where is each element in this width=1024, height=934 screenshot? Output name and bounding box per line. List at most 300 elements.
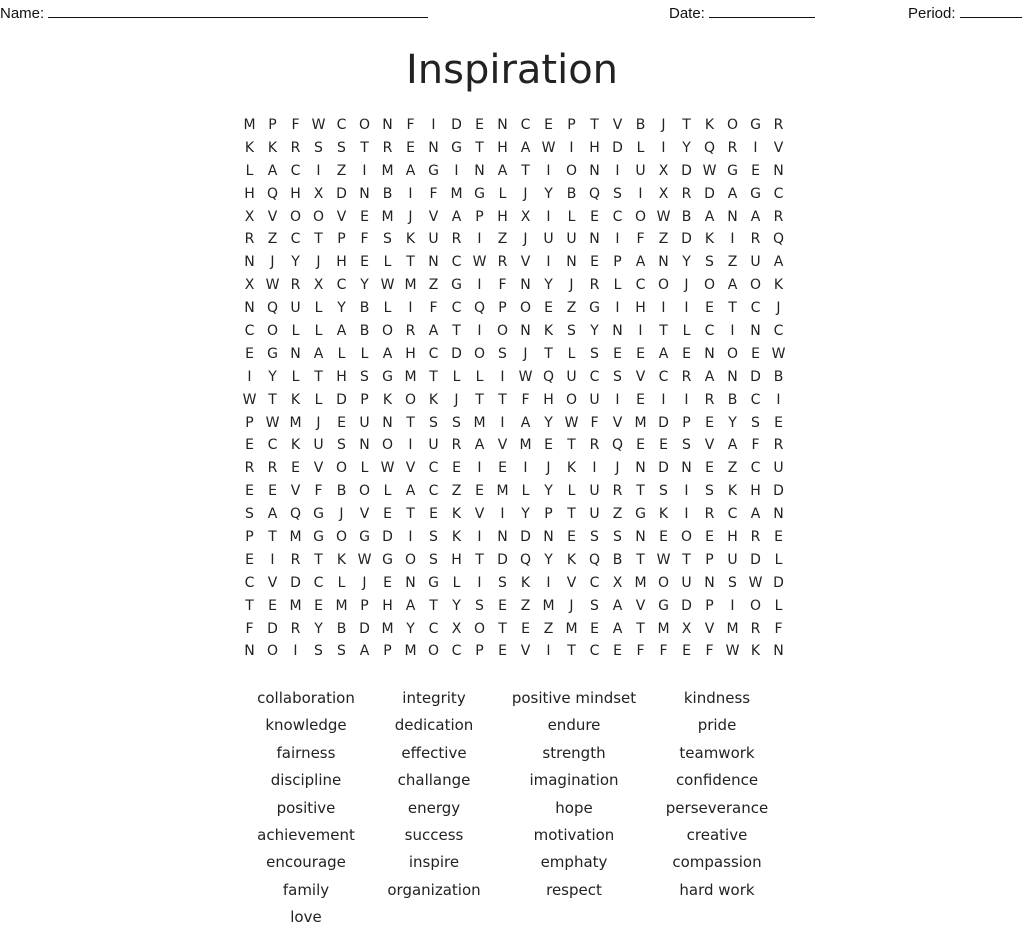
grid-letter[interactable]: I: [661, 139, 666, 156]
grid-letter[interactable]: W: [380, 277, 395, 294]
grid-letter[interactable]: R: [681, 368, 692, 385]
grid-letter[interactable]: O: [335, 460, 348, 477]
grid-letter[interactable]: N: [382, 414, 393, 431]
grid-letter[interactable]: N: [290, 345, 301, 362]
grid-letter[interactable]: Z: [566, 300, 577, 317]
grid-letter[interactable]: N: [681, 460, 692, 477]
grid-letter[interactable]: X: [612, 574, 623, 591]
grid-letter[interactable]: J: [270, 254, 275, 271]
grid-letter[interactable]: F: [521, 391, 530, 408]
grid-letter[interactable]: I: [500, 368, 505, 385]
grid-letter[interactable]: K: [704, 117, 715, 133]
grid-letter[interactable]: B: [727, 391, 738, 408]
grid-letter[interactable]: O: [312, 208, 325, 225]
grid-letter[interactable]: C: [727, 506, 738, 523]
grid-letter[interactable]: N: [612, 323, 623, 340]
grid-letter[interactable]: I: [638, 323, 643, 340]
grid-letter[interactable]: Y: [337, 300, 346, 317]
grid-letter[interactable]: V: [566, 574, 577, 591]
grid-letter[interactable]: D: [681, 597, 692, 614]
grid-letter[interactable]: E: [590, 208, 599, 225]
grid-letter[interactable]: R: [290, 277, 301, 294]
grid-letter[interactable]: L: [521, 483, 530, 500]
grid-letter[interactable]: P: [245, 414, 254, 431]
grid-letter[interactable]: E: [659, 437, 668, 454]
grid-letter[interactable]: I: [753, 139, 758, 156]
grid-letter[interactable]: S: [429, 414, 438, 431]
grid-letter[interactable]: S: [567, 323, 576, 340]
grid-letter[interactable]: E: [751, 162, 760, 179]
grid-letter[interactable]: R: [244, 231, 255, 248]
grid-letter[interactable]: G: [313, 529, 324, 546]
grid-letter[interactable]: N: [543, 529, 554, 546]
grid-letter[interactable]: N: [566, 254, 577, 271]
grid-letter[interactable]: I: [546, 643, 551, 660]
grid-letter[interactable]: L: [337, 574, 346, 591]
grid-letter[interactable]: V: [405, 460, 416, 477]
grid-letter[interactable]: D: [451, 345, 462, 362]
grid-letter[interactable]: A: [336, 323, 347, 340]
grid-letter[interactable]: K: [727, 483, 738, 500]
grid-letter[interactable]: C: [773, 185, 784, 202]
grid-letter[interactable]: J: [454, 391, 459, 408]
grid-letter[interactable]: F: [636, 643, 645, 660]
grid-letter[interactable]: W: [472, 254, 487, 271]
grid-letter[interactable]: N: [520, 323, 531, 340]
grid-letter[interactable]: W: [564, 414, 579, 431]
grid-letter[interactable]: P: [337, 231, 346, 248]
grid-letter[interactable]: V: [635, 368, 646, 385]
grid-letter[interactable]: P: [498, 300, 507, 317]
grid-letter[interactable]: S: [613, 185, 622, 202]
grid-letter[interactable]: T: [636, 620, 645, 637]
grid-letter[interactable]: W: [265, 277, 280, 294]
grid-letter[interactable]: K: [382, 391, 393, 408]
grid-letter[interactable]: A: [704, 368, 715, 385]
grid-letter[interactable]: S: [751, 414, 760, 431]
grid-letter[interactable]: T: [498, 620, 507, 637]
grid-letter[interactable]: T: [452, 323, 461, 340]
grid-letter[interactable]: K: [543, 323, 554, 340]
grid-letter[interactable]: K: [451, 529, 462, 546]
grid-letter[interactable]: O: [703, 277, 716, 294]
grid-letter[interactable]: A: [635, 254, 646, 271]
grid-letter[interactable]: X: [244, 277, 255, 294]
grid-letter[interactable]: I: [546, 254, 551, 271]
grid-letter[interactable]: N: [727, 368, 738, 385]
grid-letter[interactable]: E: [682, 643, 691, 660]
grid-letter[interactable]: F: [406, 117, 415, 133]
grid-letter[interactable]: C: [244, 323, 255, 340]
grid-letter[interactable]: K: [244, 139, 255, 156]
grid-letter[interactable]: T: [314, 551, 323, 568]
grid-letter[interactable]: C: [290, 162, 301, 179]
grid-letter[interactable]: K: [773, 277, 784, 294]
grid-letter[interactable]: V: [336, 208, 347, 225]
grid-letter[interactable]: Q: [266, 185, 279, 202]
grid-letter[interactable]: B: [359, 323, 370, 340]
grid-letter[interactable]: T: [475, 391, 484, 408]
grid-letter[interactable]: G: [589, 300, 600, 317]
grid-letter[interactable]: C: [428, 620, 439, 637]
grid-letter[interactable]: K: [405, 231, 416, 248]
grid-letter[interactable]: N: [635, 460, 646, 477]
grid-letter[interactable]: T: [636, 483, 645, 500]
grid-letter[interactable]: A: [405, 162, 416, 179]
grid-letter[interactable]: N: [244, 254, 255, 271]
grid-letter[interactable]: W: [748, 574, 763, 591]
grid-letter[interactable]: A: [727, 185, 738, 202]
grid-letter[interactable]: I: [730, 231, 735, 248]
grid-letter[interactable]: A: [750, 208, 761, 225]
grid-letter[interactable]: W: [518, 368, 533, 385]
grid-letter[interactable]: A: [773, 254, 784, 271]
grid-letter[interactable]: U: [566, 368, 577, 385]
grid-letter[interactable]: Z: [727, 460, 738, 477]
grid-letter[interactable]: E: [705, 529, 714, 546]
grid-letter[interactable]: B: [566, 185, 577, 202]
grid-letter[interactable]: W: [656, 551, 671, 568]
grid-letter[interactable]: S: [705, 483, 714, 500]
grid-letter[interactable]: S: [705, 254, 714, 271]
grid-letter[interactable]: R: [290, 551, 301, 568]
grid-letter[interactable]: L: [636, 139, 645, 156]
grid-letter[interactable]: H: [543, 391, 554, 408]
grid-letter[interactable]: P: [705, 551, 714, 568]
name-blank-line[interactable]: [48, 3, 428, 18]
grid-letter[interactable]: M: [404, 643, 417, 660]
grid-letter[interactable]: E: [429, 506, 438, 523]
grid-letter[interactable]: O: [404, 551, 417, 568]
grid-letter[interactable]: W: [357, 551, 372, 568]
grid-letter[interactable]: F: [705, 643, 714, 660]
grid-letter[interactable]: B: [681, 208, 692, 225]
grid-letter[interactable]: Q: [588, 185, 601, 202]
grid-letter[interactable]: D: [773, 483, 784, 500]
grid-letter[interactable]: H: [336, 368, 347, 385]
grid-letter[interactable]: R: [750, 529, 761, 546]
grid-letter[interactable]: A: [727, 277, 738, 294]
grid-letter[interactable]: D: [520, 529, 531, 546]
grid-letter[interactable]: M: [634, 574, 647, 591]
grid-letter[interactable]: M: [289, 597, 302, 614]
grid-letter[interactable]: V: [704, 620, 715, 637]
grid-letter[interactable]: A: [612, 597, 623, 614]
grid-letter[interactable]: E: [245, 551, 254, 568]
grid-letter[interactable]: N: [589, 162, 600, 179]
grid-letter[interactable]: F: [636, 231, 645, 248]
grid-letter[interactable]: C: [635, 277, 646, 294]
grid-letter[interactable]: N: [474, 162, 485, 179]
grid-letter[interactable]: S: [682, 437, 691, 454]
grid-letter[interactable]: I: [684, 506, 689, 523]
grid-letter[interactable]: S: [498, 574, 507, 591]
grid-letter[interactable]: E: [383, 574, 392, 591]
grid-letter[interactable]: M: [404, 368, 417, 385]
grid-letter[interactable]: N: [359, 437, 370, 454]
grid-letter[interactable]: F: [590, 414, 599, 431]
grid-letter[interactable]: V: [359, 506, 370, 523]
grid-letter[interactable]: U: [290, 300, 301, 317]
grid-letter[interactable]: C: [750, 300, 761, 317]
grid-letter[interactable]: Q: [772, 231, 785, 248]
grid-letter[interactable]: P: [567, 117, 576, 133]
grid-letter[interactable]: N: [750, 323, 761, 340]
grid-letter[interactable]: E: [705, 414, 714, 431]
grid-letter[interactable]: A: [727, 437, 738, 454]
grid-letter[interactable]: W: [771, 345, 786, 362]
grid-letter[interactable]: R: [704, 391, 715, 408]
grid-letter[interactable]: E: [268, 483, 277, 500]
grid-letter[interactable]: T: [682, 117, 691, 133]
grid-letter[interactable]: P: [475, 643, 484, 660]
grid-letter[interactable]: D: [750, 368, 761, 385]
grid-letter[interactable]: R: [267, 460, 278, 477]
grid-letter[interactable]: S: [613, 368, 622, 385]
grid-letter[interactable]: R: [773, 437, 784, 454]
grid-letter[interactable]: F: [429, 185, 438, 202]
grid-letter[interactable]: R: [497, 254, 508, 271]
grid-letter[interactable]: V: [267, 208, 278, 225]
grid-letter[interactable]: S: [613, 529, 622, 546]
grid-letter[interactable]: A: [750, 506, 761, 523]
grid-letter[interactable]: P: [705, 597, 714, 614]
grid-letter[interactable]: T: [314, 231, 323, 248]
grid-letter[interactable]: A: [267, 162, 278, 179]
grid-letter[interactable]: L: [360, 460, 369, 477]
grid-letter[interactable]: R: [451, 231, 462, 248]
grid-letter[interactable]: C: [750, 391, 761, 408]
grid-letter[interactable]: J: [408, 208, 413, 225]
grid-letter[interactable]: S: [590, 597, 599, 614]
grid-letter[interactable]: A: [267, 506, 278, 523]
grid-letter[interactable]: R: [290, 620, 301, 637]
grid-letter[interactable]: O: [634, 208, 647, 225]
grid-letter[interactable]: O: [749, 277, 762, 294]
grid-letter[interactable]: C: [658, 368, 669, 385]
grid-letter[interactable]: I: [408, 437, 413, 454]
grid-letter[interactable]: V: [313, 460, 324, 477]
grid-letter[interactable]: P: [245, 529, 254, 546]
grid-letter[interactable]: D: [773, 574, 784, 591]
grid-letter[interactable]: T: [268, 391, 277, 408]
grid-letter[interactable]: E: [498, 460, 507, 477]
grid-letter[interactable]: A: [405, 483, 416, 500]
grid-letter[interactable]: X: [244, 208, 255, 225]
grid-letter[interactable]: T: [475, 551, 484, 568]
grid-letter[interactable]: E: [636, 391, 645, 408]
grid-letter[interactable]: U: [589, 391, 600, 408]
grid-letter[interactable]: G: [451, 277, 462, 294]
grid-letter[interactable]: Y: [590, 323, 599, 340]
grid-letter[interactable]: V: [474, 506, 485, 523]
grid-letter[interactable]: O: [749, 597, 762, 614]
grid-letter[interactable]: P: [682, 414, 691, 431]
grid-letter[interactable]: I: [615, 231, 620, 248]
grid-letter[interactable]: I: [316, 162, 321, 179]
grid-letter[interactable]: F: [245, 620, 254, 637]
grid-letter[interactable]: I: [477, 277, 482, 294]
grid-letter[interactable]: M: [404, 277, 417, 294]
grid-letter[interactable]: J: [523, 345, 528, 362]
grid-letter[interactable]: S: [659, 483, 668, 500]
grid-letter[interactable]: X: [520, 208, 531, 225]
grid-letter[interactable]: J: [776, 300, 781, 317]
grid-letter[interactable]: M: [657, 620, 670, 637]
grid-letter[interactable]: M: [289, 529, 302, 546]
grid-letter[interactable]: B: [773, 368, 784, 385]
grid-letter[interactable]: T: [567, 506, 576, 523]
grid-letter[interactable]: N: [428, 139, 439, 156]
grid-letter[interactable]: O: [473, 620, 486, 637]
grid-letter[interactable]: F: [314, 483, 323, 500]
grid-letter[interactable]: R: [773, 208, 784, 225]
grid-letter[interactable]: N: [704, 574, 715, 591]
grid-letter[interactable]: D: [497, 551, 508, 568]
grid-letter[interactable]: I: [408, 529, 413, 546]
grid-letter[interactable]: N: [405, 574, 416, 591]
grid-letter[interactable]: N: [520, 277, 531, 294]
grid-letter[interactable]: L: [498, 185, 507, 202]
grid-letter[interactable]: A: [451, 208, 462, 225]
grid-letter[interactable]: G: [313, 506, 324, 523]
grid-letter[interactable]: E: [245, 483, 254, 500]
grid-letter[interactable]: N: [773, 506, 784, 523]
grid-letter[interactable]: J: [615, 460, 620, 477]
grid-letter[interactable]: M: [450, 185, 463, 202]
grid-letter[interactable]: J: [316, 254, 321, 271]
grid-letter[interactable]: H: [244, 185, 255, 202]
grid-letter[interactable]: V: [428, 208, 439, 225]
grid-letter[interactable]: I: [477, 574, 482, 591]
grid-letter[interactable]: U: [543, 231, 554, 248]
grid-letter[interactable]: H: [727, 529, 738, 546]
grid-letter[interactable]: V: [497, 437, 508, 454]
grid-letter[interactable]: G: [267, 345, 278, 362]
grid-letter[interactable]: K: [290, 391, 301, 408]
grid-letter[interactable]: I: [500, 506, 505, 523]
grid-letter[interactable]: A: [313, 345, 324, 362]
grid-letter[interactable]: A: [474, 437, 485, 454]
grid-letter[interactable]: Y: [360, 277, 369, 294]
grid-letter[interactable]: I: [615, 162, 620, 179]
grid-letter[interactable]: T: [360, 139, 369, 156]
grid-letter[interactable]: N: [497, 529, 508, 546]
grid-letter[interactable]: O: [381, 437, 394, 454]
grid-letter[interactable]: O: [358, 483, 371, 500]
grid-letter[interactable]: H: [405, 345, 416, 362]
grid-letter[interactable]: C: [428, 460, 439, 477]
grid-letter[interactable]: E: [774, 529, 783, 546]
grid-letter[interactable]: E: [613, 345, 622, 362]
grid-letter[interactable]: V: [520, 643, 531, 660]
grid-letter[interactable]: X: [658, 185, 669, 202]
grid-letter[interactable]: A: [612, 620, 623, 637]
grid-letter[interactable]: D: [382, 529, 393, 546]
grid-letter[interactable]: R: [727, 139, 738, 156]
grid-letter[interactable]: K: [428, 391, 439, 408]
grid-letter[interactable]: Q: [542, 368, 555, 385]
grid-letter[interactable]: J: [569, 277, 574, 294]
grid-letter[interactable]: O: [381, 323, 394, 340]
grid-letter[interactable]: D: [359, 620, 370, 637]
grid-letter[interactable]: P: [475, 208, 484, 225]
grid-letter[interactable]: U: [359, 414, 370, 431]
grid-letter[interactable]: V: [520, 254, 531, 271]
grid-letter[interactable]: S: [314, 643, 323, 660]
grid-letter[interactable]: X: [313, 185, 324, 202]
grid-letter[interactable]: J: [316, 414, 321, 431]
grid-letter[interactable]: E: [452, 460, 461, 477]
grid-letter[interactable]: G: [382, 551, 393, 568]
grid-letter[interactable]: Z: [497, 231, 508, 248]
grid-letter[interactable]: D: [658, 460, 669, 477]
grid-letter[interactable]: O: [358, 117, 371, 133]
grid-letter[interactable]: Y: [268, 368, 277, 385]
grid-letter[interactable]: N: [497, 117, 508, 133]
grid-letter[interactable]: C: [704, 323, 715, 340]
grid-letter[interactable]: L: [314, 391, 323, 408]
grid-letter[interactable]: I: [523, 460, 528, 477]
grid-letter[interactable]: K: [290, 437, 301, 454]
grid-letter[interactable]: U: [589, 506, 600, 523]
grid-letter[interactable]: L: [245, 162, 254, 179]
grid-letter[interactable]: O: [657, 574, 670, 591]
grid-letter[interactable]: Z: [451, 483, 462, 500]
grid-letter[interactable]: E: [636, 437, 645, 454]
grid-letter[interactable]: R: [589, 437, 600, 454]
grid-letter[interactable]: T: [429, 597, 438, 614]
grid-letter[interactable]: Q: [703, 139, 716, 156]
grid-letter[interactable]: L: [682, 323, 691, 340]
grid-letter[interactable]: G: [635, 506, 646, 523]
grid-letter[interactable]: L: [567, 208, 576, 225]
grid-letter[interactable]: L: [291, 323, 300, 340]
grid-letter[interactable]: R: [750, 231, 761, 248]
grid-letter[interactable]: G: [727, 162, 738, 179]
grid-letter[interactable]: D: [658, 414, 669, 431]
grid-letter[interactable]: O: [404, 391, 417, 408]
grid-letter[interactable]: G: [428, 574, 439, 591]
grid-letter[interactable]: U: [773, 460, 784, 477]
grid-letter[interactable]: O: [726, 345, 739, 362]
period-blank-line[interactable]: [960, 3, 1022, 18]
grid-letter[interactable]: W: [725, 643, 740, 660]
grid-letter[interactable]: R: [681, 185, 692, 202]
grid-letter[interactable]: M: [381, 162, 394, 179]
grid-letter[interactable]: O: [427, 643, 440, 660]
grid-letter[interactable]: W: [242, 391, 257, 408]
grid-letter[interactable]: L: [613, 277, 622, 294]
grid-letter[interactable]: E: [636, 345, 645, 362]
grid-letter[interactable]: I: [454, 162, 459, 179]
grid-letter[interactable]: S: [590, 529, 599, 546]
grid-letter[interactable]: A: [359, 643, 370, 660]
grid-letter[interactable]: C: [451, 254, 462, 271]
grid-letter[interactable]: O: [335, 529, 348, 546]
grid-letter[interactable]: Y: [544, 185, 553, 202]
grid-letter[interactable]: E: [774, 414, 783, 431]
grid-letter[interactable]: H: [290, 185, 301, 202]
grid-letter[interactable]: Q: [588, 551, 601, 568]
grid-letter[interactable]: U: [750, 254, 761, 271]
grid-letter[interactable]: L: [383, 300, 392, 317]
grid-letter[interactable]: M: [243, 117, 256, 133]
grid-letter[interactable]: S: [245, 506, 254, 523]
grid-letter[interactable]: E: [337, 414, 346, 431]
grid-letter[interactable]: U: [635, 162, 646, 179]
grid-letter[interactable]: R: [451, 437, 462, 454]
